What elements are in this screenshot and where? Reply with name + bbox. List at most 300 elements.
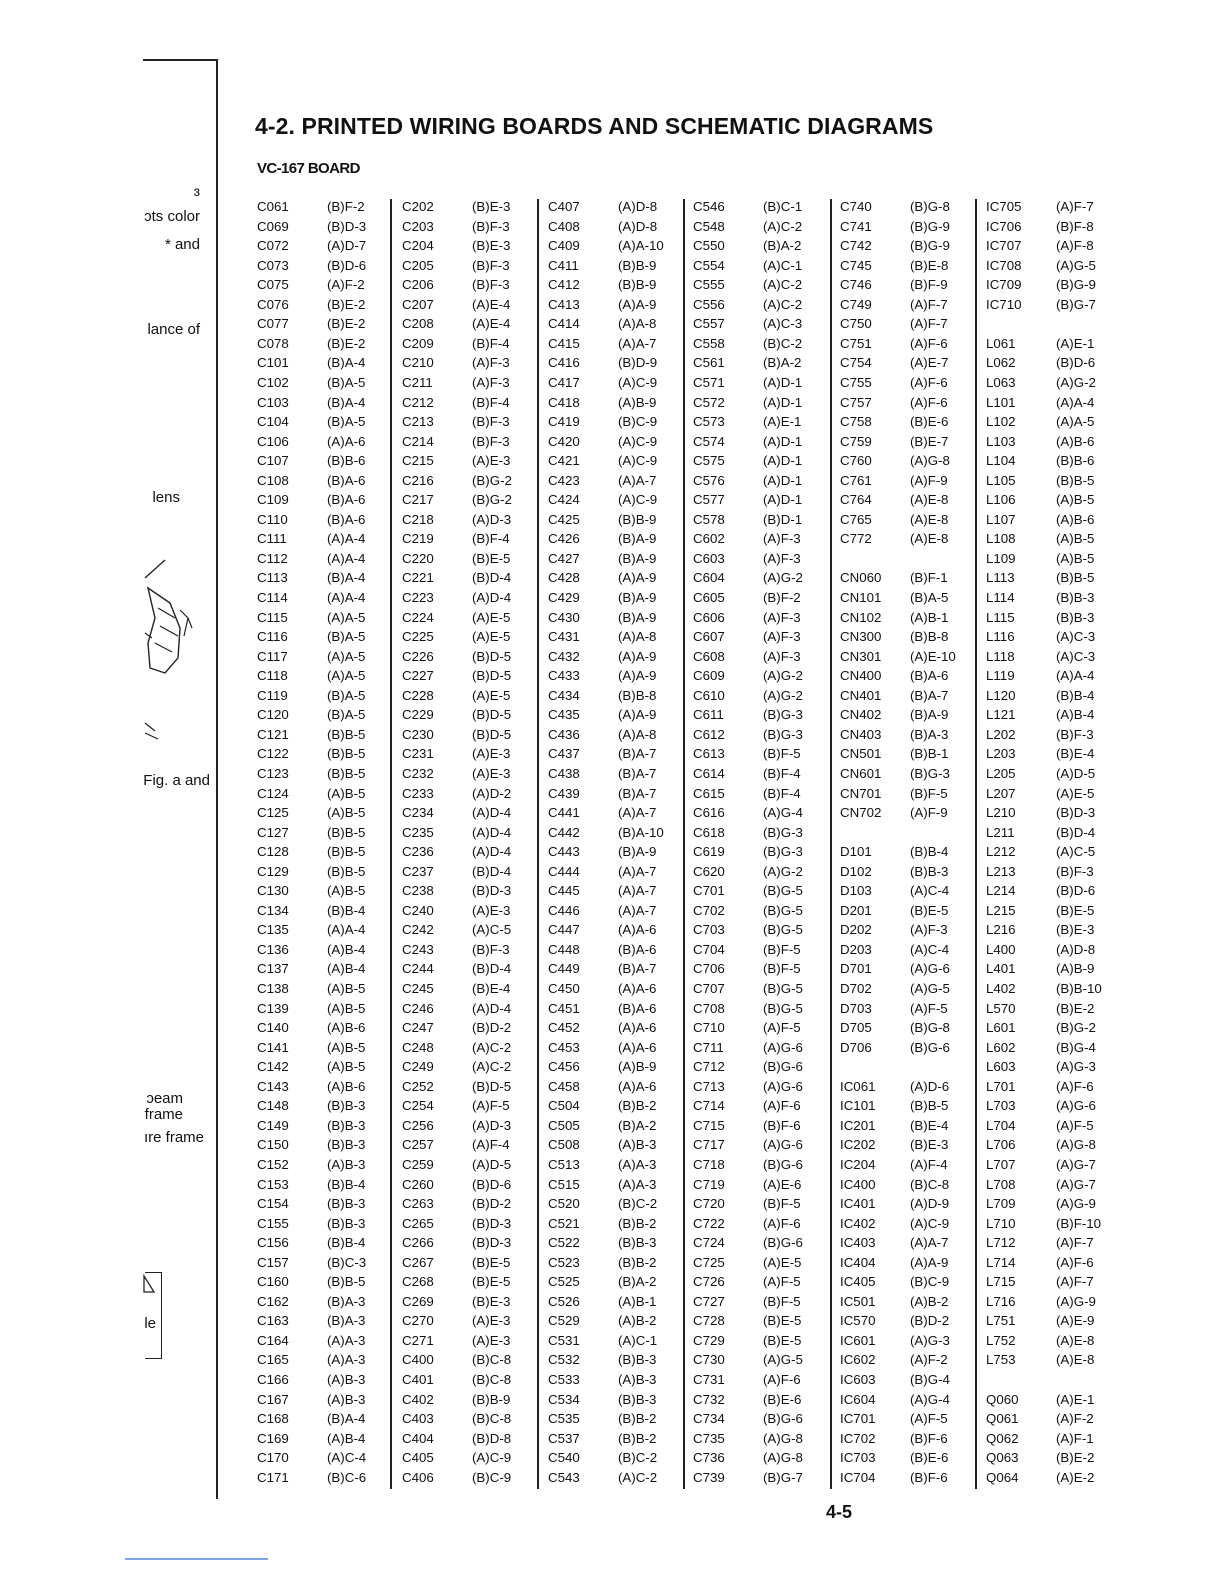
ref-number: C109 [257,492,289,508]
ref-number: C130 [257,883,289,899]
location: (B)D-5 [472,648,512,664]
location: (B)B-5 [327,726,366,742]
ref-number: L106 [986,492,1016,508]
ref-number: C259 [402,1156,434,1172]
ref-number: C574 [693,433,725,449]
location: (A)F-5 [910,1411,948,1427]
location: (A)D-4 [472,590,512,605]
ref-number: IC701 [840,1411,876,1427]
location: (A)B-6 [327,1020,366,1036]
location: (A)A-3 [618,1156,657,1172]
location: (A)B-2 [910,1293,949,1309]
location: (B)G-3 [763,844,803,860]
ref-number: C205 [402,257,434,273]
ref-number: C431 [548,629,580,645]
location: (B)A-2 [763,238,802,254]
ref-number: IC061 [840,1078,876,1094]
ref-number: C104 [257,414,289,430]
ref-number: C535 [548,1411,580,1427]
ref-number: C734 [693,1411,725,1427]
ref-number: L709 [986,1196,1016,1212]
ref-number: C122 [257,746,289,762]
ref-number: C406 [402,1469,434,1485]
ref-number: L601 [986,1020,1016,1036]
ref-number: IC201 [840,1117,876,1133]
ref-number: C447 [548,922,580,938]
location: (B)E-5 [763,1313,802,1329]
ref-number: D701 [840,961,872,977]
location: (A)E-3 [472,1332,511,1348]
location: (B)F-5 [763,1196,801,1212]
ref-number: C152 [257,1156,289,1172]
ref-number: C703 [693,922,725,938]
location: (A)E-5 [1056,785,1095,801]
ref-number: CN060 [840,570,882,586]
location: (A)F-5 [1056,1117,1094,1133]
location: (B)F-9 [910,277,948,293]
location: (B)B-1 [910,746,949,762]
location: (B)D-3 [327,218,367,234]
ref-number: C443 [548,844,580,860]
ref-number: C166 [257,1372,289,1387]
location: (B)B-3 [618,1352,657,1368]
ref-number: C746 [840,277,872,293]
location: (A)A-9 [618,648,657,664]
location: (B)G-5 [763,902,803,918]
location: (B)B-3 [1056,609,1095,625]
ref-number: C402 [402,1391,434,1407]
ref-number: C572 [693,394,725,410]
location: (B)B-9 [618,277,657,293]
location: (B)E-6 [910,414,949,430]
ref-number: C702 [693,902,725,918]
ref-number: C230 [402,726,434,742]
ref-number: C616 [693,805,725,821]
ref-number: C117 [257,648,288,664]
ref-number: CN701 [840,785,882,801]
ref-number: C240 [402,902,434,918]
location: (B)C-8 [472,1372,512,1387]
location: (A)C-1 [763,257,803,273]
location: (A)G-3 [1056,1059,1096,1075]
location: (A)D-8 [1056,941,1096,957]
location: (A)E-6 [763,1176,802,1192]
location: (B)D-6 [1056,883,1096,899]
ref-number: C210 [402,355,434,371]
ref-number: C226 [402,648,434,664]
ref-number: C610 [693,687,725,703]
location: (B)C-2 [618,1450,658,1466]
ref-number: L707 [986,1156,1016,1172]
location: (B)C-6 [327,1469,367,1485]
location: (A)B-3 [327,1391,366,1407]
ref-number: C077 [257,316,289,332]
ref-number: C424 [548,492,580,508]
ref-number: C727 [693,1293,725,1309]
ref-number: C142 [257,1059,289,1075]
location: (B)G-5 [763,1000,803,1016]
ref-number: C556 [693,296,725,312]
location: (B)B-9 [472,1391,511,1407]
location: (B)G-7 [1056,296,1096,312]
location: (B)F-4 [472,394,510,410]
ref-number: IC204 [840,1156,876,1172]
location: (B)B-4 [1056,687,1095,703]
location: (A)B-6 [1056,511,1095,527]
location: (B)E-2 [327,316,366,332]
location: (A)F-4 [910,1156,948,1172]
ref-number: C069 [257,218,289,234]
location: (A)D-2 [472,785,512,801]
location: (A)C-9 [618,433,658,449]
location: (A)A-7 [618,472,657,488]
location: (A)B-2 [618,1313,657,1329]
location: (B)F-6 [910,1430,948,1446]
ref-number: C247 [402,1020,434,1036]
ref-number: L063 [986,374,1016,390]
ref-number: D705 [840,1020,872,1036]
location: (B)B-8 [910,629,949,645]
ref-number: C120 [257,707,289,723]
ref-number: C078 [257,335,289,351]
ref-number: C612 [693,726,725,742]
location: (A)B-4 [327,961,366,977]
ref-number: C411 [548,257,579,273]
ref-number: C704 [693,941,725,957]
column-separator [390,199,392,1489]
ref-number: C575 [693,453,725,469]
ref-number: C271 [402,1332,434,1348]
location: (B)B-6 [1056,453,1095,469]
ref-number: C075 [257,277,289,293]
location: (A)F-6 [1056,1254,1094,1270]
location: (B)B-5 [327,844,366,860]
location: (A)A-6 [618,981,657,996]
ref-number: C452 [548,1020,580,1036]
margin-fragment: lance of [147,321,200,338]
ref-number: C415 [548,335,580,351]
ref-number: C548 [693,218,725,234]
ref-number: C270 [402,1313,434,1329]
ref-number: IC603 [840,1372,876,1387]
location: (A)A-7 [618,883,657,899]
ref-number: C609 [693,668,725,684]
location: (B)D-2 [472,1196,512,1212]
location: (B)C-9 [910,1274,950,1290]
column-separator [537,199,539,1489]
ref-number: C531 [548,1332,580,1348]
location: (A)F-3 [763,531,801,547]
ref-number: C417 [548,374,580,390]
location: (A)B-5 [327,805,366,821]
location: (A)B-1 [618,1293,657,1309]
location: (B)G-6 [763,1411,803,1427]
location: (A)F-3 [472,355,510,371]
ref-number: C211 [402,374,433,390]
location: (A)G-6 [910,961,950,977]
location: (A)F-6 [763,1372,801,1387]
location: (B)B-8 [618,687,657,703]
ref-number: Q063 [986,1450,1019,1466]
ref-number: IC405 [840,1274,876,1290]
location: (A)G-9 [1056,1293,1096,1309]
location: (B)D-5 [472,1078,512,1094]
location: (A)C-2 [472,1059,512,1075]
ref-number: C206 [402,277,434,293]
location: (B)E-2 [1056,1000,1095,1016]
location: (B)G-6 [763,1235,803,1251]
ref-number: C103 [257,394,289,410]
location: (B)A-2 [763,355,802,371]
location: (A)B-3 [327,1156,366,1172]
ref-number: C116 [257,629,288,645]
location: (A)A-7 [618,335,657,351]
ref-number: C434 [548,687,580,703]
location: (B)B-5 [327,765,366,781]
location: (A)G-5 [763,1352,803,1368]
ref-number: C149 [257,1117,289,1133]
location: (A)A-6 [327,433,366,449]
location: (B)E-2 [327,335,366,351]
ref-number: C515 [548,1176,580,1192]
ref-number: C160 [257,1274,289,1290]
ref-number: C209 [402,335,434,351]
ref-number: L213 [986,863,1016,879]
ref-number: C407 [548,199,580,214]
ref-number: C432 [548,648,580,664]
location: (A)C-5 [472,922,512,938]
ref-number: C576 [693,472,725,488]
location: (B)F-2 [763,590,801,605]
ref-number: C715 [693,1117,725,1133]
location: (B)A-5 [327,374,366,390]
ref-number: C072 [257,238,289,254]
location: (B)F-5 [763,746,801,762]
ref-number: C143 [257,1078,289,1094]
ref-number: IC401 [840,1196,876,1212]
ref-number: IC402 [840,1215,876,1231]
column-separator [830,199,832,1489]
ref-number: C102 [257,374,289,390]
location: (B)A-6 [327,472,366,488]
ref-number: IC202 [840,1137,876,1153]
ref-number: IC403 [840,1235,876,1251]
location: (B)C-9 [472,1469,512,1485]
location: (A)A-8 [618,629,657,645]
ref-number: C125 [257,805,289,821]
ref-number: L704 [986,1117,1016,1133]
location: (B)C-9 [618,414,658,430]
location: (B)C-3 [327,1254,367,1270]
location: (B)G-2 [472,472,512,488]
location: (A)F-5 [472,1098,510,1114]
ref-number: D703 [840,1000,872,1016]
location: (B)D-5 [472,707,512,723]
ref-number: C618 [693,824,725,840]
location: (A)F-6 [910,335,948,351]
ref-number: L706 [986,1137,1016,1153]
location: (B)E-4 [910,1117,949,1133]
location: (A)A-4 [1056,668,1095,684]
location: (A)E-8 [910,492,949,508]
ref-number: C421 [548,453,580,469]
location: (B)D-4 [472,863,512,879]
location: (B)A-9 [618,609,657,625]
location: (B)A-4 [327,1411,366,1427]
location: (A)F-6 [763,1098,801,1114]
ref-number: L708 [986,1176,1016,1192]
location: (A)B-5 [327,1059,366,1075]
location: (B)E-5 [472,1274,511,1290]
location: (B)G-4 [910,1372,950,1387]
ref-number: C218 [402,511,434,527]
location: (A)A-3 [327,1332,366,1348]
location: (A)B-5 [1056,492,1095,508]
margin-fragment: frame [144,1106,183,1123]
ref-number: C717 [693,1137,725,1153]
ref-number: C224 [402,609,434,625]
location: (A)E-3 [472,765,511,781]
ref-number: D203 [840,941,872,957]
ref-number: C108 [257,472,289,488]
ref-number: L210 [986,805,1016,821]
ref-number: C409 [548,238,580,254]
location: (A)D-4 [472,824,512,840]
location: (A)B-5 [1056,531,1095,547]
ref-number: C139 [257,1000,289,1016]
ref-number: L216 [986,922,1016,938]
ref-number: C156 [257,1235,289,1251]
location: (A)F-9 [910,805,948,821]
location: (A)D-9 [910,1196,950,1212]
location: (B)A-10 [618,824,664,840]
margin-fragment: ɜ [193,183,200,199]
ref-number: C730 [693,1352,725,1368]
location: (B)F-4 [472,531,510,547]
ref-number: C537 [548,1430,580,1446]
ref-number: C246 [402,1000,434,1016]
ref-number: L108 [986,531,1016,547]
ref-number: L102 [986,414,1016,430]
location: (B)B-3 [327,1098,366,1114]
location: (A)E-3 [472,453,511,469]
ref-number: C451 [548,1000,580,1016]
location: (A)B-5 [327,1000,366,1016]
location: (A)G-5 [910,981,950,996]
location: (B)E-2 [327,296,366,312]
location: (B)G-2 [472,492,512,508]
location: (A)A-6 [618,1039,657,1055]
location: (B)B-5 [1056,570,1095,586]
location: (A)C-2 [763,218,803,234]
location: (A)B-9 [618,394,657,410]
ref-number: C456 [548,1059,580,1075]
ref-number: IC704 [840,1469,876,1485]
ref-number: L115 [986,609,1015,625]
ref-number: Q061 [986,1411,1019,1427]
location: (A)G-6 [763,1078,803,1094]
location: (B)F-6 [763,1117,801,1133]
location: (B)F-5 [910,785,948,801]
location: (A)E-1 [1056,335,1095,351]
ref-number: C453 [548,1039,580,1055]
ref-number: C759 [840,433,872,449]
location: (A)D-1 [763,472,803,488]
ref-number: C114 [257,590,288,605]
location: (B)C-2 [618,1196,658,1212]
location: (A)E-4 [472,316,511,332]
location: (A)E-8 [910,531,949,547]
location: (A)E-7 [910,355,949,371]
ref-number: C140 [257,1020,289,1036]
location: (A)E-5 [472,629,511,645]
location: (B)B-5 [1056,472,1095,488]
location: (A)C-2 [472,1039,512,1055]
ref-number: C427 [548,550,580,566]
ref-number: C437 [548,746,580,762]
ref-number: L104 [986,453,1016,469]
ref-number: L402 [986,981,1016,996]
location: (B)C-8 [472,1352,512,1368]
column-separator [975,199,977,1489]
ref-number: L715 [986,1274,1016,1290]
location: (A)G-2 [763,668,803,684]
location: (B)F-1 [910,570,948,586]
ref-number: C720 [693,1196,725,1212]
location: (A)C-2 [618,1469,658,1485]
location: (B)E-4 [1056,746,1095,762]
location: (B)B-5 [327,863,366,879]
location: (A)F-7 [910,316,948,332]
ref-number: C707 [693,981,725,996]
ref-number: C504 [548,1098,580,1114]
location: (A)D-1 [763,374,803,390]
ref-number: L214 [986,883,1016,899]
location: (B)G-8 [910,1020,950,1036]
ref-number: L118 [986,648,1015,664]
ref-number: C729 [693,1332,725,1348]
location: (B)A-5 [327,707,366,723]
ref-number: L101 [986,394,1016,410]
ref-number: C412 [548,277,580,293]
ref-number: D706 [840,1039,872,1055]
ref-number: C728 [693,1313,725,1329]
ref-number: C741 [840,218,872,234]
location: (B)E-6 [763,1391,802,1407]
ref-number: C111 [257,531,287,547]
location: (B)B-2 [618,1215,657,1231]
location: (A)F-3 [763,648,801,664]
ref-number: C235 [402,824,434,840]
ref-number: CN301 [840,648,882,664]
ref-number: L113 [986,570,1015,586]
location: (B)E-3 [1056,922,1095,938]
location: (B)F-5 [763,1293,801,1309]
location: (B)B-3 [327,1137,366,1153]
location: (A)E-8 [1056,1352,1095,1368]
location: (A)D-1 [763,433,803,449]
ref-number: C430 [548,609,580,625]
ref-number: C118 [257,668,288,684]
location: (B)G-6 [763,1156,803,1172]
location: (B)D-4 [1056,824,1096,840]
ref-number: C718 [693,1156,725,1172]
ref-number: L212 [986,844,1016,860]
ref-number: C749 [840,296,872,312]
ref-number: C751 [840,335,872,351]
ref-number: C266 [402,1235,434,1251]
ref-number: C760 [840,453,872,469]
